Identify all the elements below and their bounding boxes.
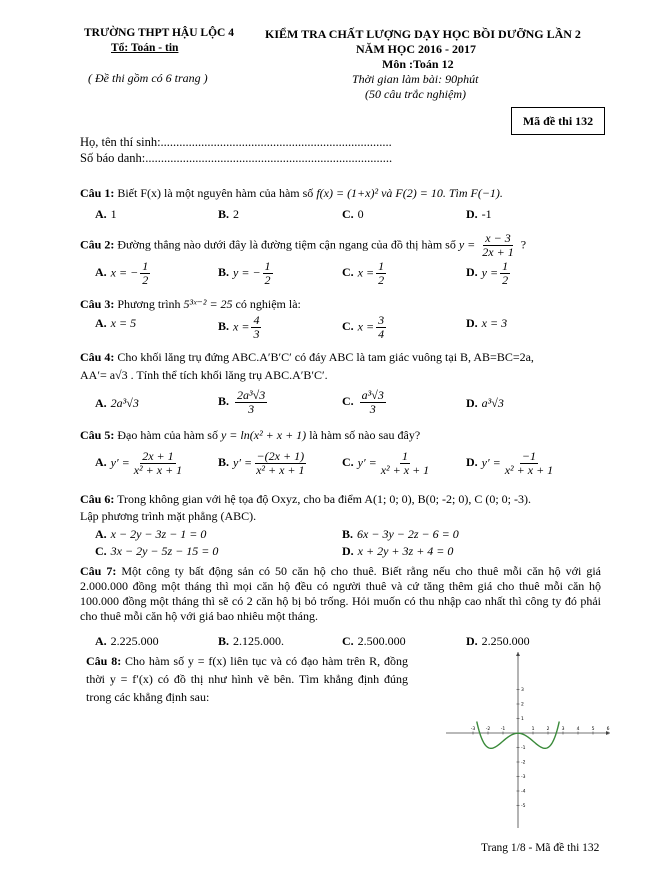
q4-option-b[interactable]: B. $\frac{\text{2a³√3}}{3}$ xyxy=(218,388,266,416)
q2-option-c[interactable]: C. x = $\frac{1}{2}$ xyxy=(342,259,385,287)
x-tick-label: 1 xyxy=(531,727,535,732)
x-tick-label: 5 xyxy=(591,727,595,732)
x-tick-label: 3 xyxy=(561,727,565,732)
question-text: Biết F(x) là một nguyên hàm của hàm số xyxy=(117,186,314,200)
q5-option-c[interactable]: C. y′ = $\frac{1}{\text{x² + x + 1}}$ xyxy=(342,449,430,477)
x-tick-label: 6 xyxy=(606,727,610,732)
question-4-line-2: AA′= a√3 . Tính thể tích khối lăng trụ ABC.A′B′C′. xyxy=(80,368,328,382)
y-tick-label: -4 xyxy=(521,789,526,795)
q1-option-c[interactable]: C. 0 xyxy=(342,207,364,221)
q2-option-a[interactable]: A. x = − $\frac{1}{2}$ xyxy=(95,259,149,287)
q7-option-c[interactable]: C. 2.500.000 xyxy=(342,634,406,648)
x-tick-label: -2 xyxy=(485,727,491,732)
y-tick-label: -1 xyxy=(521,746,526,751)
question-label: Câu 8: xyxy=(86,654,122,668)
q7-option-b[interactable]: B. 2.125.000. xyxy=(218,634,285,648)
question-text: Đường thẳng nào dưới đây là đường tiệm cận ngang của đồ thị hàm số xyxy=(117,237,456,252)
q7-option-a[interactable]: A. 2.225.000 xyxy=(95,634,159,648)
exam-time: Thời gian làm bài: 90phút xyxy=(352,72,479,86)
y-tick-label: -5 xyxy=(521,804,526,809)
subject: Môn :Toán 12 xyxy=(382,57,454,71)
q3-option-a[interactable]: A. x = 5 xyxy=(95,316,137,330)
derivative-graph xyxy=(443,650,613,830)
question-label: Câu 6: xyxy=(80,492,115,506)
question-label: Câu 5: xyxy=(80,428,115,442)
question-label: Câu 4: xyxy=(80,350,115,364)
question-formula: 5³ˣ⁻² = 25 xyxy=(183,297,233,311)
y-tick-label: 1 xyxy=(521,717,524,722)
question-2: Câu 2: Đường thẳng nào dưới đây là đường tiệm cận ngang của đồ thị hàm số y = $\frac{x - 3}{2x + 1}$ ? xyxy=(80,231,527,259)
school-year: NĂM HỌC 2016 - 2017 xyxy=(356,42,476,56)
question-label: Câu 7: xyxy=(80,564,117,578)
department-name: Tổ: Toán - tin xyxy=(111,42,179,54)
student-id-line: Số báo danh:............................................................................... xyxy=(80,151,393,165)
question-label: Câu 3: xyxy=(80,297,115,311)
y-tick-label: -3 xyxy=(521,775,526,780)
q3-option-c[interactable]: C. x = $\frac{3}{4}$ xyxy=(342,313,385,341)
question-label: Câu 1: xyxy=(80,186,115,200)
question-8: Câu 8: Cho hàm số y = f(x) liên tục và có đạo hàm trên R, đồng thời y = f′(x) có đồ thị như hình vẽ bên. Tìm khẳng định đúng trong các khẳng định sau: xyxy=(86,654,408,704)
q2-option-d[interactable]: D. y = $\frac{1}{2}$ xyxy=(466,259,509,287)
page-footer: Trang 1/8 - Mã đề thi 132 xyxy=(481,842,600,854)
q4-option-c[interactable]: C. $\frac{\text{a³√3}}{3}$ xyxy=(342,388,384,416)
question-4: Câu 4: Cho khối lăng trụ đứng ABC.A′B′C′ có đáy ABC là tam giác vuông tại B, AB=BC=2a, xyxy=(80,350,534,364)
q5-option-d[interactable]: D. y′ = $\frac{-1}{\text{x² + x + 1}}$ xyxy=(466,449,554,477)
q3-option-d[interactable]: D. x = 3 xyxy=(466,316,508,330)
q3-option-b[interactable]: B. x = $\frac{4}{3}$ xyxy=(218,313,260,341)
y-tick-label: 2 xyxy=(521,702,524,708)
q6-option-d[interactable]: D. x + 2y + 3z + 4 = 0 xyxy=(342,544,454,558)
exam-code-box: Mã đề thi 132 xyxy=(511,107,605,135)
y-tick-label: -2 xyxy=(521,760,526,766)
q1-option-b[interactable]: B. 2 xyxy=(218,207,240,221)
question-count: (50 câu trắc nghiệm) xyxy=(365,87,466,101)
q1-option-a[interactable]: A. 1 xyxy=(95,207,117,221)
exam-title: KIỂM TRA CHẤT LƯỢNG DẠY HỌC BỒI DƯỠNG LẦN 2 xyxy=(265,27,581,41)
q7-option-d[interactable]: D. 2.250.000 xyxy=(466,634,530,648)
question-3: Câu 3: Phương trình 5³ˣ⁻² = 25 có nghiệm là: xyxy=(80,297,301,311)
q6-option-b[interactable]: B. 6x − 3y − 2z − 6 = 0 xyxy=(342,527,459,541)
question-5: Câu 5: Đạo hàm của hàm số y = ln(x² + x + 1) là hàm số nào sau đây? xyxy=(80,428,421,442)
question-1 xyxy=(80,186,600,201)
question-formula: y = ln(x² + x + 1) xyxy=(220,428,307,442)
q6-option-a[interactable]: A. x − 2y − 3z − 1 = 0 xyxy=(95,527,207,541)
q1-option-d[interactable]: D. -1 xyxy=(466,207,492,221)
question-7: Câu 7: Một công ty bất động sản có 50 căn hộ cho thuê. Biết rằng nếu cho thuê mỗi căn hộ với giá 2.000.000 đồng một tháng thì mọi căn hộ đều có người thuê và cứ tăng thêm giá cho thuê mỗi căn hộ 100.000 đồng một tháng thì sẽ có 2 căn hộ bị bỏ trống. Hỏi muốn có thu nhập cao nhất thì công ty đó phải cho thuê mỗi căn hộ với giá bao nhiêu một tháng. xyxy=(80,564,602,623)
pages-note: ( Đề thi gồm có 6 trang ) xyxy=(88,71,208,85)
question-label: Câu 2: xyxy=(80,237,115,252)
q4-option-a[interactable]: A. 2a³√3 xyxy=(95,396,139,410)
x-tick-label: 4 xyxy=(576,727,580,732)
y-axis-arrow xyxy=(516,652,520,656)
question-6: Câu 6: Trong không gian với hệ tọa độ Oxyz, cho ba điểm A(1; 0; 0), B(0; -2; 0), C (0; 0; -3). xyxy=(80,492,531,506)
x-tick-label: -3 xyxy=(470,727,476,732)
q6-option-c[interactable]: C. 3x − 2y − 5z − 15 = 0 xyxy=(95,544,219,558)
y-tick-label: 3 xyxy=(521,688,524,693)
q5-option-a[interactable]: A. y′ = $\frac{2x + 1}{\text{x² + x + 1}}$ xyxy=(95,449,183,477)
question-formula: f(x) = (1+x)² và F(2) = 10. Tìm F(−1). xyxy=(316,186,503,200)
student-name-line: Họ, tên thí sinh:.......................................................................... xyxy=(80,135,392,149)
x-tick-label: -1 xyxy=(500,727,506,732)
q4-option-d[interactable]: D. a³√3 xyxy=(466,396,504,410)
q2-option-b[interactable]: B. y = − $\frac{1}{2}$ xyxy=(218,259,271,287)
graph-axes xyxy=(446,652,610,828)
x-tick-label: 2 xyxy=(546,727,550,732)
q5-option-b[interactable]: B. y′ = $\frac{-(2x + 1)}{\text{x² + x + 1}}$ xyxy=(218,449,305,477)
question-6-line-2: Lập phương trình mặt phẳng (ABC). xyxy=(80,509,257,523)
fraction: $\frac{x - 3}{2x + 1}$ xyxy=(482,231,514,259)
school-name: TRƯỜNG THPT HẬU LỘC 4 xyxy=(84,27,234,39)
